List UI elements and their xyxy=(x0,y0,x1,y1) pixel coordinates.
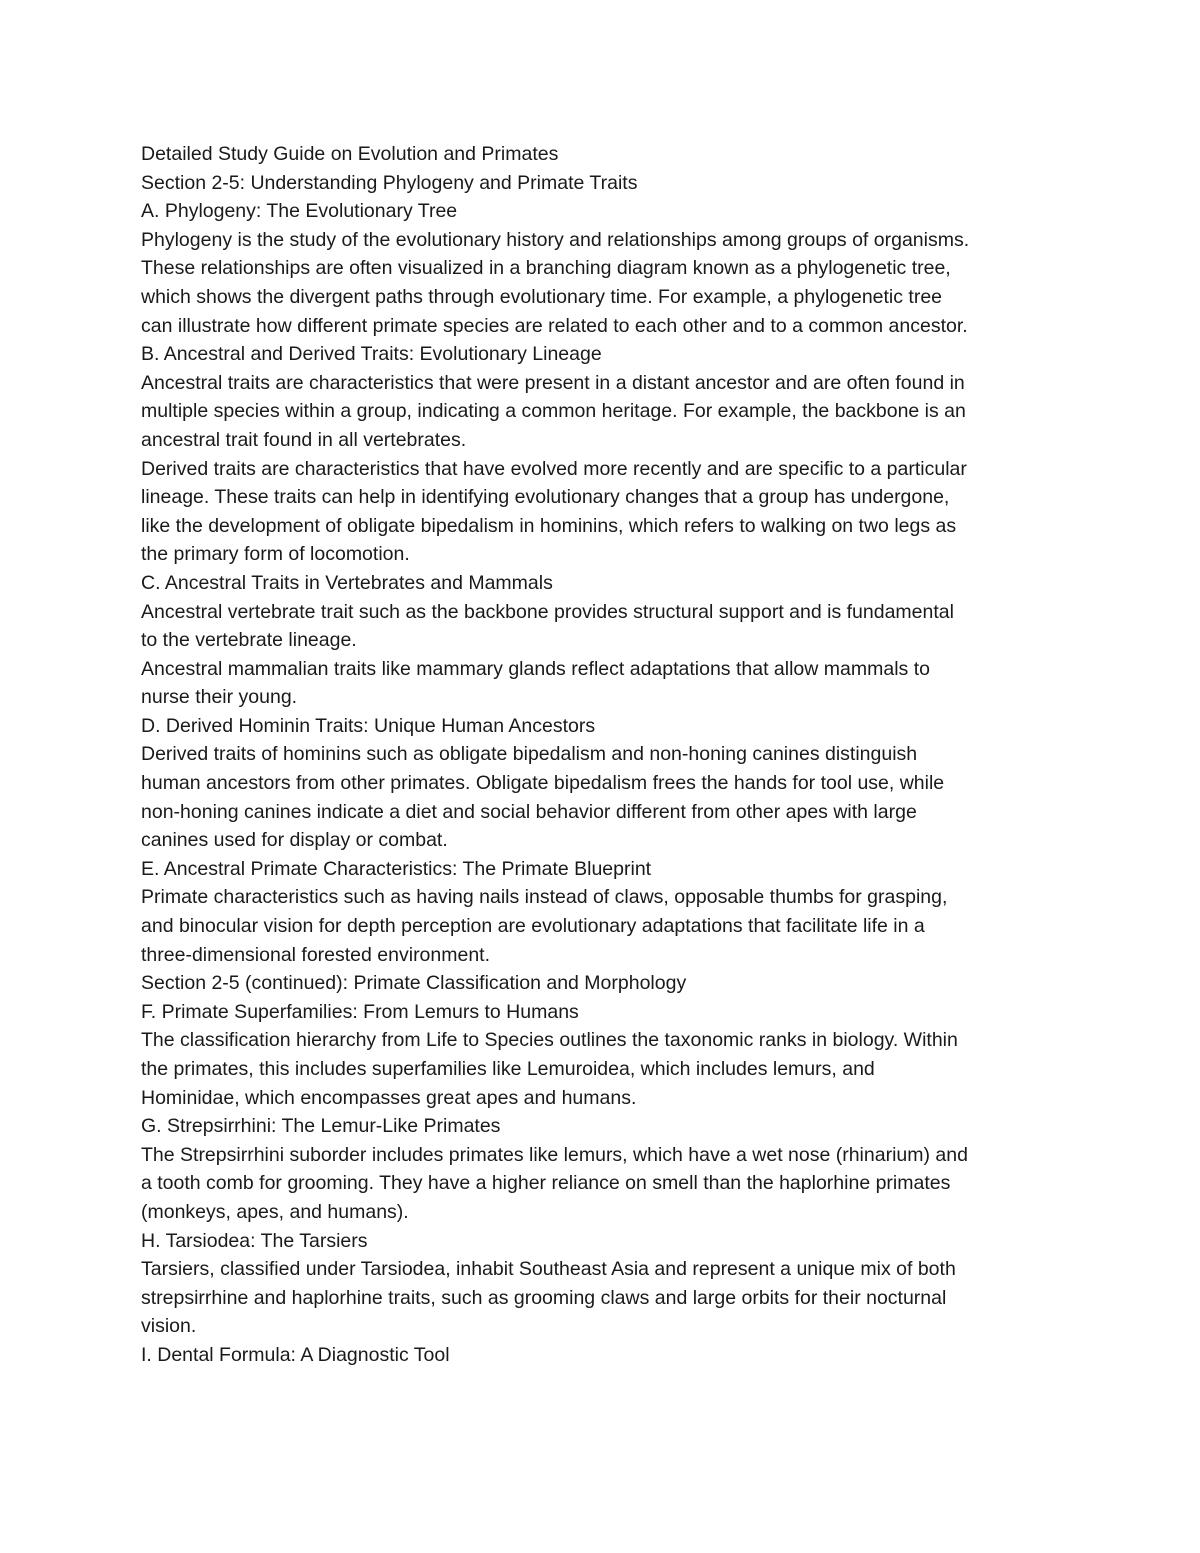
body-text-line: like the development of obligate bipedalism in hominins, which refers to walking on two legs as xyxy=(141,514,957,537)
body-text-line: Ancestral traits are characteristics that were present in a distant ancestor and are often found in xyxy=(141,371,965,394)
body-text-line: a tooth comb for grooming. They have a higher reliance on smell than the haplorhine primates xyxy=(141,1172,951,1195)
body-text-line: Hominidae, which encompasses great apes and humans. xyxy=(141,1086,637,1109)
subsection-heading: C. Ancestral Traits in Vertebrates and Mammals xyxy=(141,571,553,594)
body-text-line: Ancestral vertebrate trait such as the backbone provides structural support and is fundamental xyxy=(141,600,954,623)
body-text-line: human ancestors from other primates. Obligate bipedalism frees the hands for tool use, while xyxy=(141,772,945,795)
subsection-heading: A. Phylogeny: The Evolutionary Tree xyxy=(141,200,458,223)
body-text-line: Primate characteristics such as having nails instead of claws, opposable thumbs for grasping, xyxy=(141,886,948,909)
section-heading: Section 2-5 (continued): Primate Classification and Morphology xyxy=(141,972,687,995)
body-text-line: The classification hierarchy from Life to Species outlines the taxonomic ranks in biology. Within xyxy=(141,1029,958,1052)
body-text-line: multiple species within a group, indicating a common heritage. For example, the backbone is an xyxy=(141,400,966,423)
body-text-line: The Strepsirrhini suborder includes primates like lemurs, which have a wet nose (rhinarium) and xyxy=(141,1143,968,1166)
body-text-line: strepsirrhine and haplorhine traits, such as grooming claws and large orbits for their nocturnal xyxy=(141,1286,947,1309)
body-text-line: Phylogeny is the study of the evolutionary history and relationships among groups of organisms. xyxy=(141,228,970,251)
subsection-heading: F. Primate Superfamilies: From Lemurs to Humans xyxy=(141,1000,579,1023)
body-text-line: These relationships are often visualized in a branching diagram known as a phylogenetic tree, xyxy=(141,257,951,280)
body-text-line: can illustrate how different primate species are related to each other and to a common ancestor. xyxy=(141,314,968,337)
body-text-line: vision. xyxy=(141,1315,197,1338)
body-text-line: Derived traits are characteristics that have evolved more recently and are specific to a particular xyxy=(141,457,967,480)
subsection-heading: E. Ancestral Primate Characteristics: The Primate Blueprint xyxy=(141,857,652,880)
body-text-line: canines used for display or combat. xyxy=(141,829,448,852)
document-title: Detailed Study Guide on Evolution and Primates xyxy=(141,143,559,165)
body-text-line: the primates, this includes superfamilies like Lemuroidea, which includes lemurs, and xyxy=(141,1058,875,1080)
subsection-heading: H. Tarsiodea: The Tarsiers xyxy=(141,1229,368,1252)
body-text-line: and binocular vision for depth perception are evolutionary adaptations that facilitate life in a xyxy=(141,915,925,938)
body-text-line: Derived traits of hominins such as obligate bipedalism and non-honing canines distinguish xyxy=(141,743,918,766)
body-text-line: Tarsiers, classified under Tarsiodea, inhabit Southeast Asia and represent a unique mix of both xyxy=(141,1258,956,1281)
subsection-heading: D. Derived Hominin Traits: Unique Human Ancestors xyxy=(141,714,596,737)
body-text-line: non-honing canines indicate a diet and social behavior different from other apes with large xyxy=(141,800,917,823)
subsection-heading: G. Strepsirrhini: The Lemur-Like Primates xyxy=(141,1115,501,1138)
body-text-line: which shows the divergent paths through evolutionary time. For example, a phylogenetic tree xyxy=(141,285,943,308)
body-text-line: the primary form of locomotion. xyxy=(141,543,410,566)
subsection-heading: B. Ancestral and Derived Traits: Evolutionary Lineage xyxy=(141,343,602,366)
body-text-line: to the vertebrate lineage. xyxy=(141,629,357,652)
body-text-line: (monkeys, apes, and humans). xyxy=(141,1200,409,1223)
subsection-heading: I. Dental Formula: A Diagnostic Tool xyxy=(141,1343,450,1366)
document-page xyxy=(141,140,1071,1370)
body-text-line: ancestral trait found in all vertebrates. xyxy=(141,428,467,451)
body-text-line: Ancestral mammalian traits like mammary glands reflect adaptations that allow mammals to xyxy=(141,657,930,680)
body-text-line: three-dimensional forested environment. xyxy=(141,943,491,966)
body-text-line: nurse their young. xyxy=(141,686,298,709)
body-text-line: lineage. These traits can help in identifying evolutionary changes that a group has undergone, xyxy=(141,486,950,509)
section-heading: Section 2-5: Understanding Phylogeny and Primate Traits xyxy=(141,171,638,194)
